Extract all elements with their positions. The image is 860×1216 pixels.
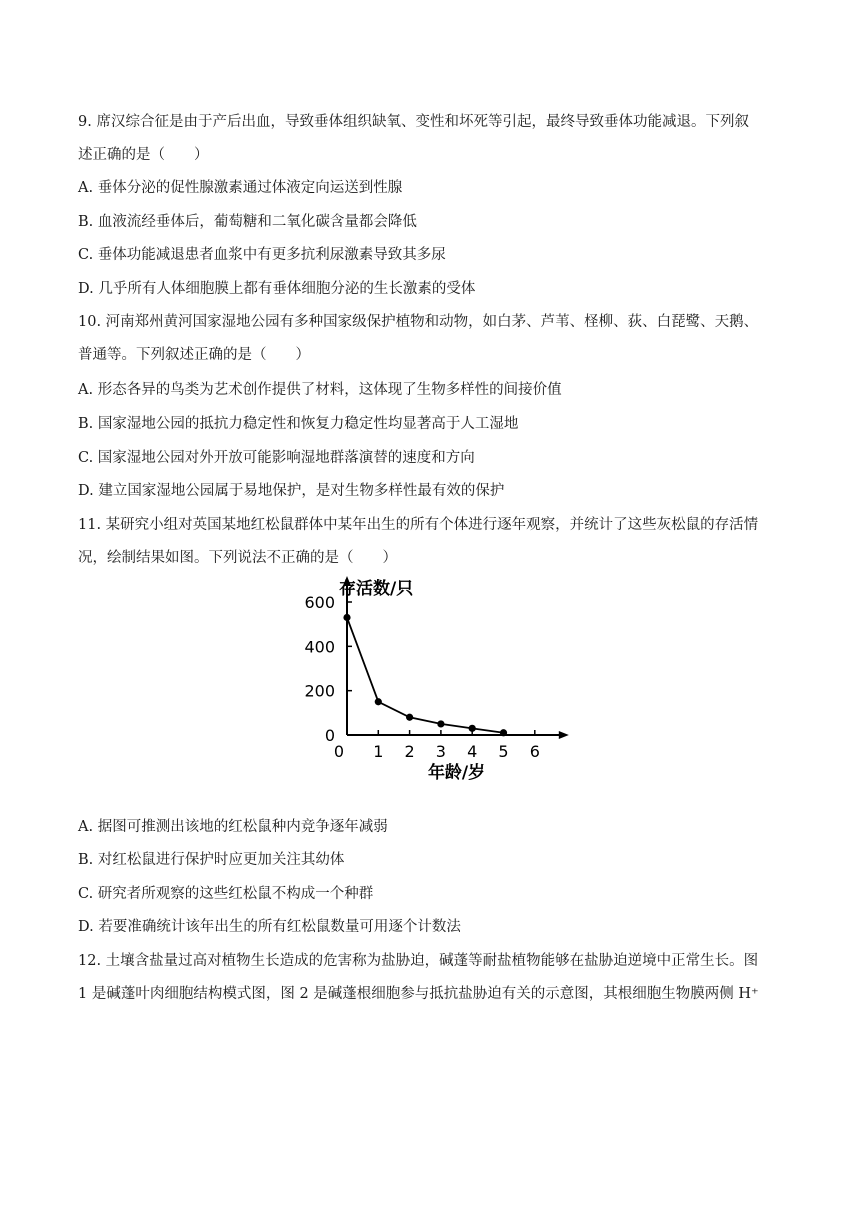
q10-option-a: A. 形态各异的鸟类为艺术创作提供了材料，这体现了生物多样性的间接价值 (78, 382, 562, 398)
y-axis-title: 存活数/只 (339, 579, 414, 599)
data-point (343, 614, 350, 621)
data-point (469, 725, 476, 732)
x-axis-title: 年龄/岁 (427, 763, 486, 783)
q9-stem-line1: 9. 席汉综合征是由于产后出血，导致垂体组织缺氧、变性和坏死等引起，最终导致垂体功能减退。下列叙 (78, 114, 749, 130)
q9-option-c: C. 垂体功能减退患者血浆中有更多抗利尿激素导致其多尿 (78, 247, 446, 263)
q10-option-c: C. 国家湿地公园对外开放可能影响湿地群落演替的速度和方向 (78, 450, 475, 466)
q10-stem-line2: 普通等。下列叙述正确的是（ ） (78, 347, 310, 363)
x-tick-label: 0 (333, 742, 345, 761)
y-tick-label: 0 (324, 726, 335, 745)
x-tick-label: 6 (529, 742, 540, 761)
survival-chart (290, 574, 580, 784)
q11-option-d: D. 若要准确统计该年出生的所有红松鼠数量可用逐个计数法 (78, 919, 461, 935)
q12-stem-line1: 12. 土壤含盐量过高对植物生长造成的危害称为盐胁迫，碱蓬等耐盐植物能够在盐胁迫逆境中正常生长。图 (78, 953, 759, 969)
data-point (437, 720, 444, 727)
y-tick-label: 200 (304, 681, 335, 701)
q11-option-b: B. 对红松鼠进行保护时应更加关注其幼体 (78, 852, 345, 868)
q11-option-a: A. 据图可推测出该地的红松鼠种内竞争逐年减弱 (78, 819, 388, 835)
data-point (406, 714, 413, 721)
data-point (500, 729, 507, 736)
q12-stem-line2: 1 是碱蓬叶肉细胞结构模式图，图 2 是碱蓬根细胞参与抵抗盐胁迫有关的示意图，其根细胞生物膜两侧 H⁺ (78, 986, 759, 1002)
x-tick-label: 1 (373, 742, 384, 761)
chart-series (343, 614, 507, 736)
y-tick-label: 600 (304, 593, 335, 612)
survival-line (347, 618, 504, 733)
x-tick-label: 2 (404, 742, 415, 761)
x-tick-label: 3 (435, 742, 446, 761)
x-axis-arrow (559, 731, 569, 739)
data-point (375, 698, 382, 705)
chart-axes (343, 576, 569, 739)
q9-stem-line2: 述正确的是（ ） (78, 147, 209, 163)
x-tick-label: 4 (467, 742, 478, 761)
q9-option-b: B. 血液流经垂体后，葡萄糖和二氧化碳含量都会降低 (78, 214, 417, 230)
q9-option-d: D. 几乎所有人体细胞膜上都有垂体细胞分泌的生长激素的受体 (78, 281, 476, 297)
q10-option-d: D. 建立国家湿地公园属于易地保护，是对生物多样性最有效的保护 (78, 483, 505, 499)
y-tick-label: 400 (304, 637, 335, 657)
q10-stem-line1: 10. 河南郑州黄河国家湿地公园有多种国家级保护植物和动物，如白茅、芦苇、柽柳、荻、白琵鹭、天鹅、 (78, 314, 759, 330)
q10-option-b: B. 国家湿地公园的抵抗力稳定性和恢复力稳定性均显著高于人工湿地 (78, 416, 519, 432)
q11-stem-line2: 况，绘制结果如图。下列说法不正确的是（ ） (78, 550, 397, 566)
q11-stem-line1: 11. 某研究小组对英国某地红松鼠群体中某年出生的所有个体进行逐年观察，并统计了这些灰松鼠的存活情 (78, 517, 759, 533)
q11-option-c: C. 研究者所观察的这些红松鼠不构成一个种群 (78, 886, 374, 902)
x-tick-label: 5 (498, 742, 509, 761)
q9-option-a: A. 垂体分泌的促性腺激素通过体液定向运送到性腺 (78, 180, 403, 196)
